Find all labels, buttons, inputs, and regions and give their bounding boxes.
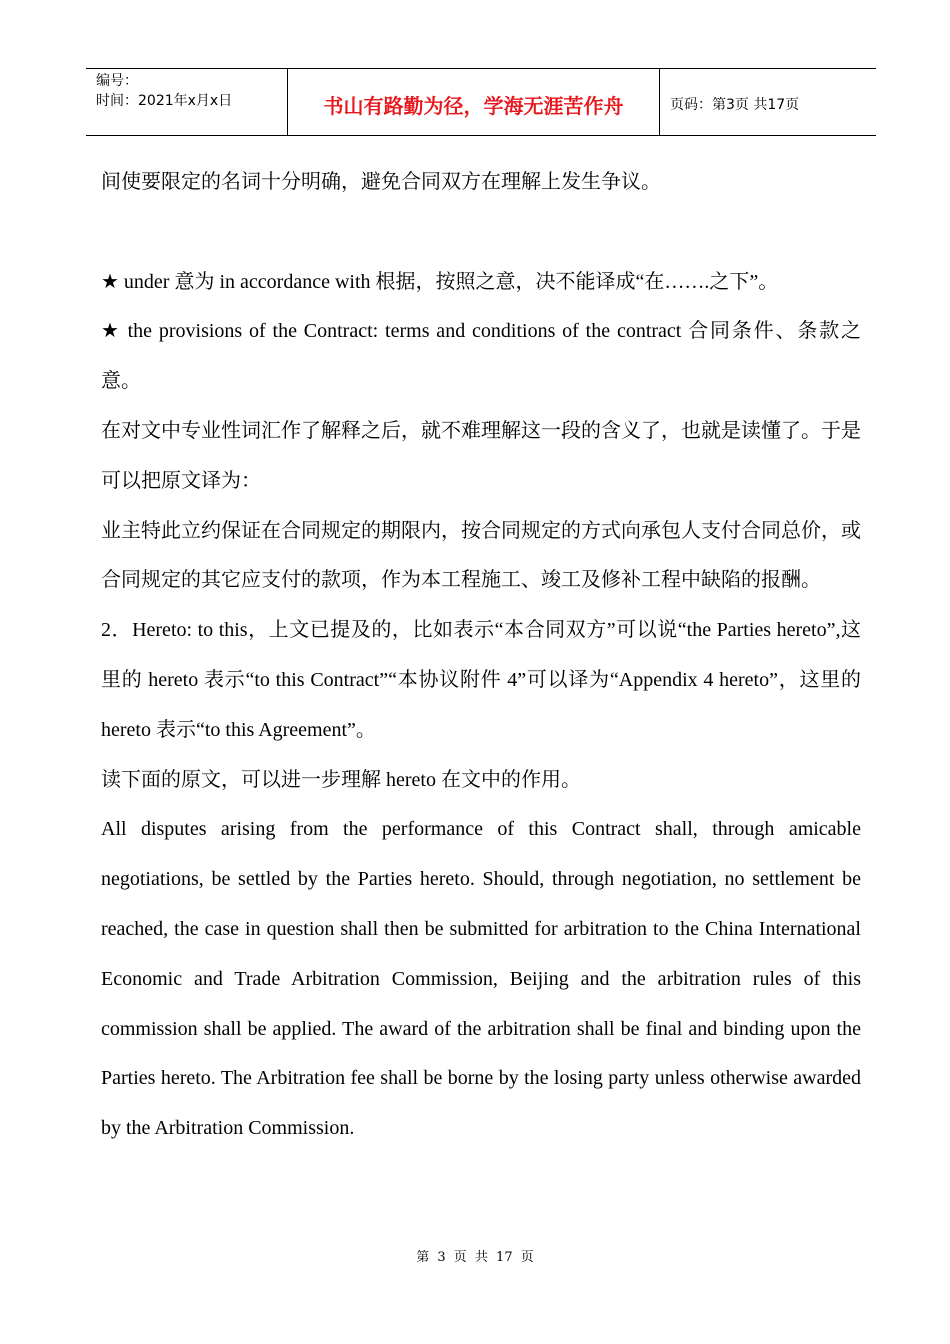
paragraph-8: All disputes arising from the performance of this Contract shall, through amicable negotiations, be settled by the Parties hereto. Should, through negotiation, no settlement be reached, the case in question shall then be submitted for arbitration to the China International Economic and Trade Arbitration Commission, Beijing and the arbitration rules of this commission shall be applied. The award of the arbitration shall be final and binding upon the Parties hereto. The Arbitration fee shall be borne by the losing party unless otherwise awarded by the Arbitration Commission. <box>101 818 861 1140</box>
paragraph-5: 业主特此立约保证在合同规定的期限内，按合同规定的方式向承包人支付合同总价，或合同规定的其它应支付的款项，作为本工程施工、竣工及修补工程中缺陷的报酬。 <box>101 519 861 592</box>
paragraph-4: 在对文中专业性词汇作了解释之后，就不难理解这一段的含义了，也就是读懂了。于是可以把原文译为： <box>101 419 861 492</box>
time-label: 时间：2021年x月x日 <box>96 93 233 109</box>
page-footer: 第 3 页 共 17 页 <box>416 1250 534 1265</box>
header-meta <box>86 69 288 135</box>
page-header <box>86 68 876 136</box>
paragraph-2: ★ under 意为 in accordance with 根据，按照之意，决不能译成“在…….之下”。 <box>101 270 779 293</box>
blank-line <box>101 208 861 258</box>
number-label: 编号： <box>96 73 138 89</box>
header-page-label: 页码：第3页 共17页 <box>670 97 800 113</box>
document-body <box>101 158 861 1154</box>
paragraph-6: 2．Hereto: to this，上文已提及的，比如表示“本合同双方”可以说“the Parties hereto”,这里的 hereto 表示“to this Contract”“本协议附件 4”可以译为“Appendix 4 hereto”，这里的 hereto 表示“to this Agreement”。 <box>101 619 861 741</box>
paragraph-1: 间使要限定的名词十分明确，避免合同双方在理解上发生争议。 <box>101 171 661 193</box>
paragraph-3: ★ the provisions of the Contract: terms and conditions of the contract 合同条件、条款之意。 <box>101 320 861 393</box>
paragraph-7: 读下面的原文，可以进一步理解 hereto 在文中的作用。 <box>101 768 581 791</box>
header-motto: 书山有路勤为径，学海无涯苦作舟 <box>288 69 660 135</box>
